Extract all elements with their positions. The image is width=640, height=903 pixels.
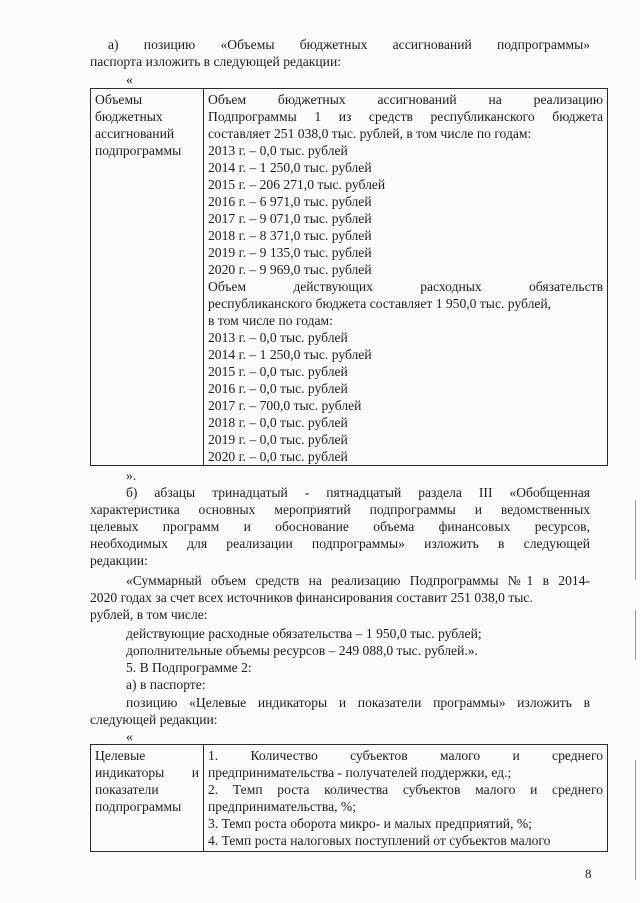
budget-label-line: бюджетных <box>95 109 163 124</box>
budget-line: 2019 г. – 9 135,0 тыс. рублей <box>208 245 372 260</box>
indicators-label-line: индикаторы и <box>95 765 199 780</box>
budget-line: 2014 г. – 1 250,0 тыс. рублей <box>208 160 372 175</box>
budget-line: в том числе по годам: <box>208 313 333 328</box>
paragraph-b <box>90 484 590 569</box>
budget-label-line: Объемы <box>95 92 143 107</box>
quote-paragraph <box>90 572 590 623</box>
paragraph-b-line: редакции: <box>90 553 148 568</box>
budget-label-cell <box>91 89 204 466</box>
budget-line: республиканского бюджета составляет 1 950,0 тыс. рублей, <box>208 296 552 311</box>
paragraph-b-line: б) абзацы тринадцатый - пятнадцатый раздела III «Обобщенная <box>126 485 590 500</box>
indicators-table <box>90 744 608 852</box>
indicator-line: 4. Темп роста налоговых поступлений от субъектов малого <box>208 833 551 848</box>
closing-quote-1: ». <box>126 468 137 483</box>
item-5a: а) в паспорте: <box>126 677 206 692</box>
item-5: 5. В Подпрограмме 2: <box>126 660 252 675</box>
budget-table <box>90 88 608 466</box>
page-number: 8 <box>585 866 592 881</box>
budget-content-cell <box>204 89 608 466</box>
budget-line: 2015 г. – 206 271,0 тыс. рублей <box>208 177 386 192</box>
budget-line: 2020 г. – 0,0 тыс. рублей <box>208 449 348 464</box>
quote-paragraph-line: «Суммарный объем средств на реализацию Подпрограммы №1 в 2014- <box>126 573 590 588</box>
quote-paragraph-line: рублей, в том числе: <box>90 607 208 622</box>
indicator-line: 1. Количество субъектов малого и среднего <box>208 748 603 763</box>
indicators-label-line: показатели <box>95 782 159 797</box>
budget-line: 2018 г. – 0,0 тыс. рублей <box>208 415 348 430</box>
position-line: позицию «Целевые индикаторы и показатели программы» изложить в <box>126 695 590 710</box>
position-line: следующей редакции: <box>90 712 218 727</box>
indicator-line: предпринимательства - получателей поддержки, ед.; <box>208 765 512 780</box>
budget-line: составляет 251 038,0 тыс. рублей, в том числе по годам: <box>208 126 532 141</box>
intro-line-1: а) позицию «Объемы бюджетных ассигнований подпрограммы» <box>108 37 590 52</box>
opening-quote-2: « <box>126 729 133 744</box>
indicator-line: 2. Темп роста количества субъектов малого и среднего <box>208 782 603 797</box>
budget-line: Объем действующих расходных обязательств <box>208 279 603 294</box>
budget-line: 2017 г. – 700,0 тыс. рублей <box>208 398 362 413</box>
budget-line: 2016 г. – 6 971,0 тыс. рублей <box>208 194 372 209</box>
intro-line-2: паспорта изложить в следующей редакции: <box>90 54 341 69</box>
paragraph-b-line: необходимых для реализации подпрограммы» изложить в следующей <box>90 536 590 551</box>
budget-line: 2016 г. – 0,0 тыс. рублей <box>208 381 348 396</box>
paragraph-b-line: характеристика основных мероприятий подпрограммы и ведомственных <box>90 502 590 517</box>
quote-paragraph-line: 2020 годах за счет всех источников финансирования составит 251 038,0 тыс. <box>90 590 533 605</box>
indicators-label-line: подпрограммы <box>95 799 182 814</box>
budget-line: 2018 г. – 8 371,0 тыс. рублей <box>208 228 372 243</box>
budget-label-line: подпрограммы <box>95 143 182 158</box>
budget-line: 2019 г. – 0,0 тыс. рублей <box>208 432 348 447</box>
existing-obligations-line: действующие расходные обязательства – 1 950,0 тыс. рублей; <box>126 626 482 641</box>
indicators-content-cell <box>204 745 608 852</box>
budget-row <box>91 89 608 466</box>
budget-line: 2015 г. – 0,0 тыс. рублей <box>208 364 348 379</box>
paragraph-b-line: целевых программ и обоснование объема финансовых ресурсов, <box>90 519 590 534</box>
budget-line: 2014 г. – 1 250,0 тыс. рублей <box>208 347 372 362</box>
scan-edge-line <box>635 760 636 880</box>
budget-line: 2013 г. – 0,0 тыс. рублей <box>208 143 348 158</box>
budget-line: Подпрограммы 1 из средств республиканского бюджета <box>208 109 603 124</box>
additional-resources-line: дополнительные объемы ресурсов – 249 088,0 тыс. рублей.». <box>126 643 478 658</box>
scan-edge-line <box>635 500 636 580</box>
indicators-label-cell <box>91 745 204 852</box>
budget-label-line: ассигнований <box>95 126 175 141</box>
budget-line: 2020 г. – 9 969,0 тыс. рублей <box>208 262 372 277</box>
budget-line: Объем бюджетных ассигнований на реализацию <box>208 92 603 107</box>
opening-quote-1: « <box>126 72 133 87</box>
indicator-line: предпринимательства, %; <box>208 799 357 814</box>
indicators-row <box>91 745 608 852</box>
indicators-label-line: Целевые <box>95 748 146 763</box>
scan-edge-line <box>635 610 636 660</box>
indicator-line: 3. Темп роста оборота микро- и малых предприятий, %; <box>208 816 532 831</box>
position-paragraph <box>90 694 590 728</box>
budget-line: 2017 г. – 9 071,0 тыс. рублей <box>208 211 372 226</box>
budget-line: 2013 г. – 0,0 тыс. рублей <box>208 330 348 345</box>
